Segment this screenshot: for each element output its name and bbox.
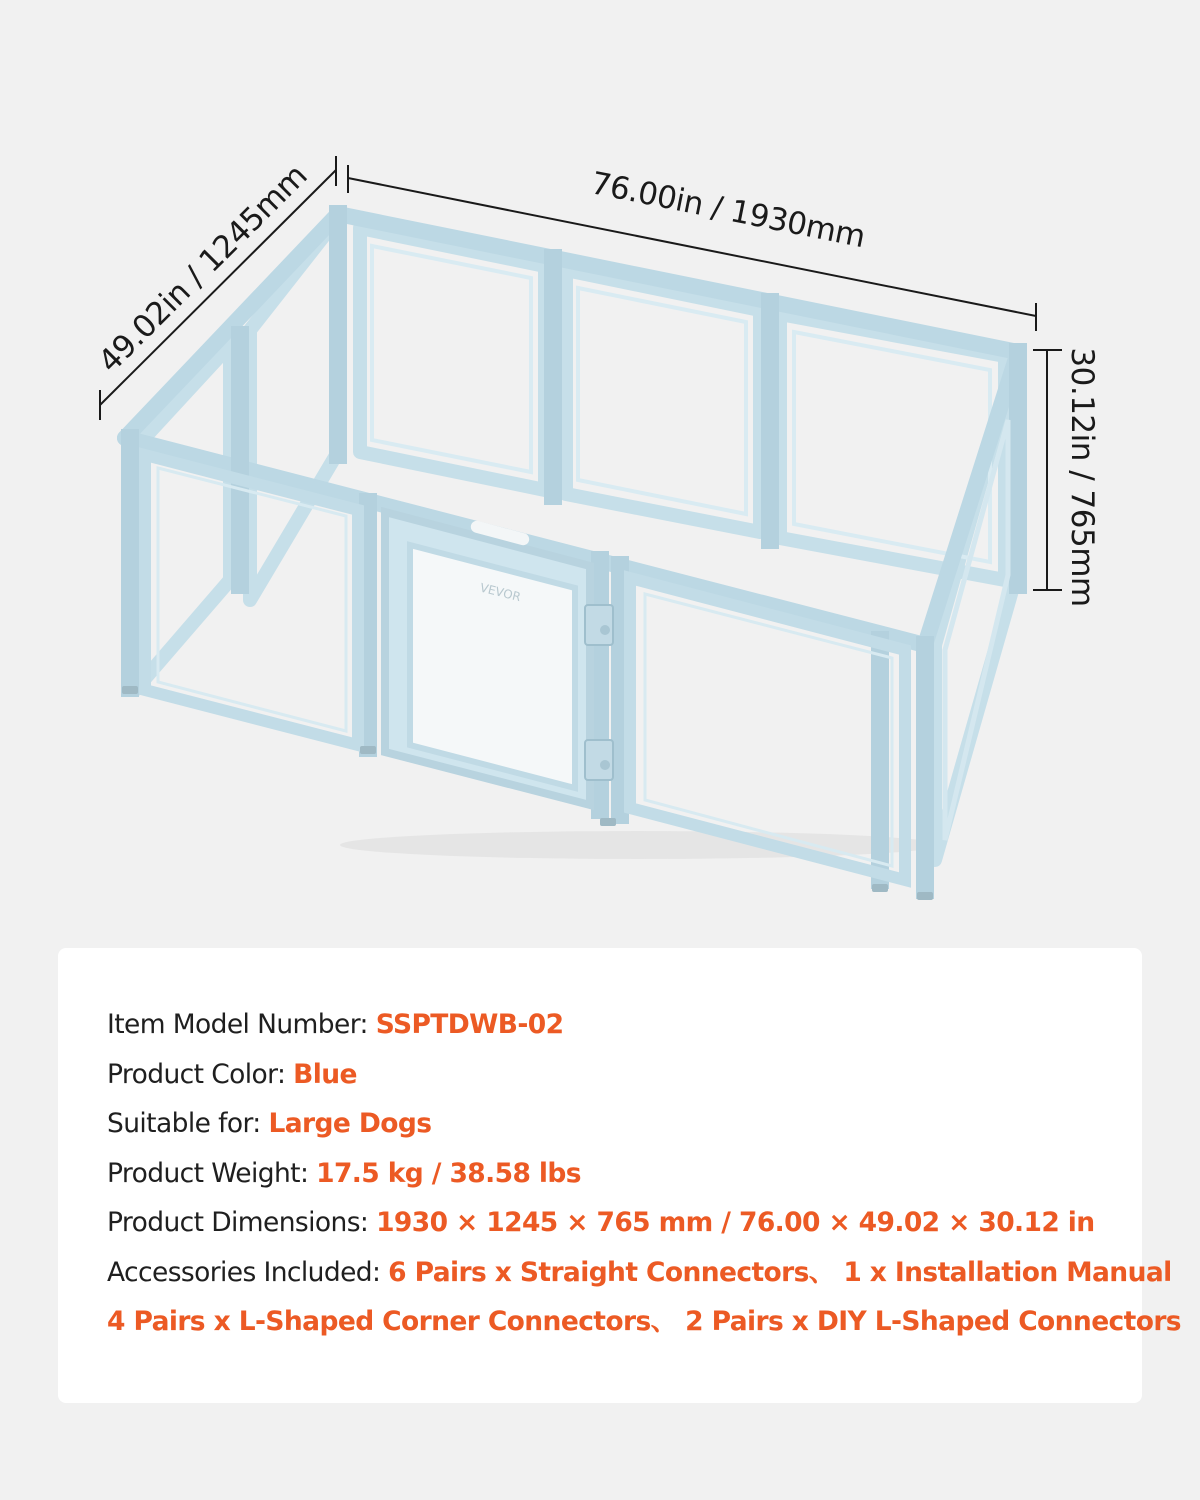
spec-label: Accessories Included: [107, 1256, 381, 1288]
spec-product-weight [107, 1149, 1181, 1199]
spec-value: 6 Pairs x Straight Connectors、 1 x Installation Manual [388, 1256, 1172, 1288]
spec-value: 1930 × 1245 × 765 mm / 76.00 × 49.02 × 30.12 in [376, 1207, 1095, 1238]
spec-card [58, 948, 1181, 1403]
spec-label: Product Dimensions: [107, 1207, 369, 1238]
spec-label: Suitable for: [107, 1108, 261, 1139]
spec-label: Product Color: [107, 1058, 286, 1090]
spec-accessories [107, 1248, 1181, 1298]
brand-mark: VEVOR [478, 580, 523, 605]
length-dimension-label: 76.00in / 1930mm [587, 165, 869, 256]
spec-value: 17.5 kg / 38.58 lbs [316, 1157, 581, 1189]
spec-suitable-for [107, 1099, 1181, 1149]
spec-model-number [107, 1000, 1181, 1050]
spec-product-color [107, 1050, 1181, 1100]
spec-label: Product Weight: [107, 1157, 309, 1189]
spec-value: SSPTDWB-02 [375, 1009, 564, 1040]
width-dimension-label: 49.02in / 1245mm [91, 157, 315, 380]
playpen-image [122, 214, 1018, 900]
spec-value: Blue [293, 1058, 357, 1090]
spec-product-dimensions [107, 1198, 1181, 1248]
spec-value: 4 Pairs x L-Shaped Corner Connectors、 2 Pairs x DIY L-Shaped Connectors [107, 1306, 1181, 1337]
spec-list [107, 1000, 1181, 1347]
height-dimension-label: 30.12in / 765mm [1064, 347, 1100, 607]
spec-label: Item Model Number: [107, 1009, 368, 1040]
spec-value: Large Dogs [268, 1108, 432, 1139]
spec-accessories-continued [107, 1297, 1181, 1347]
